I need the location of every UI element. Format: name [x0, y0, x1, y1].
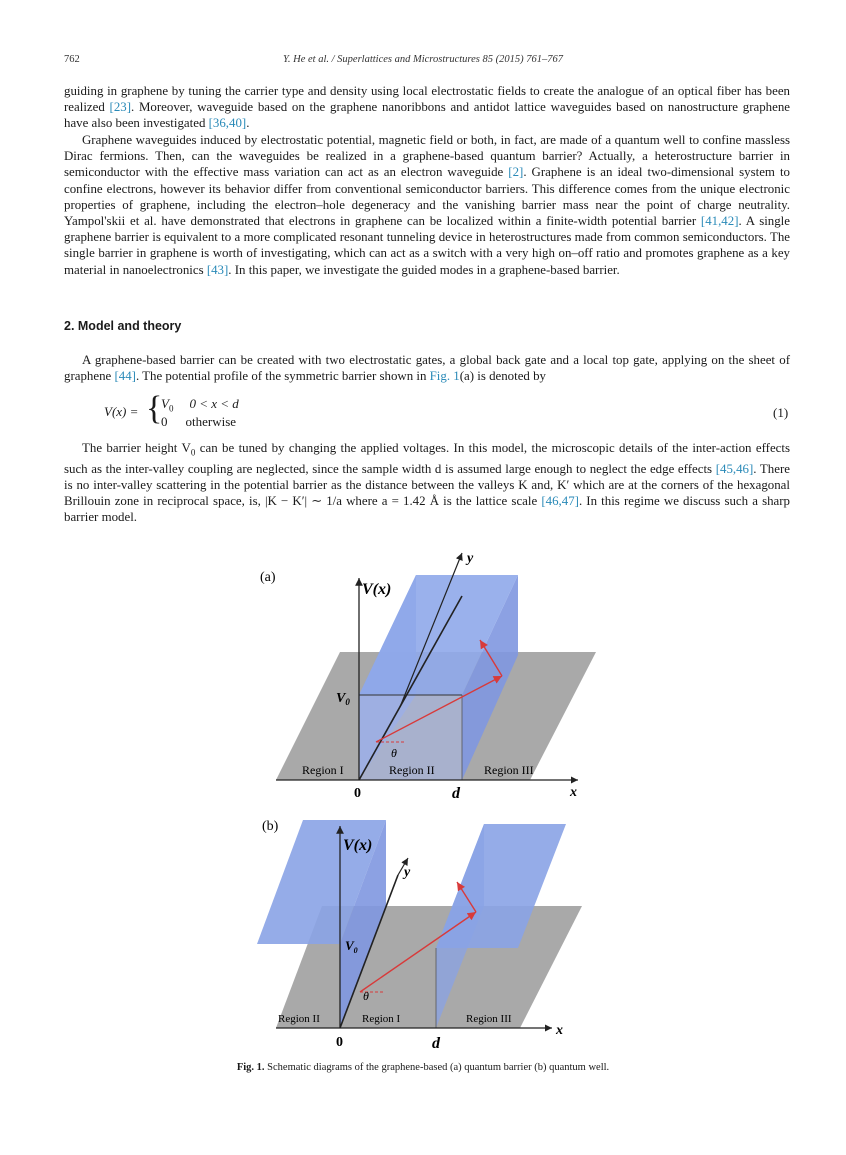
panel-label-b: (b) [262, 819, 279, 834]
v0-label-a: $V_0$ [336, 691, 350, 707]
theta-label-a: θ [391, 746, 397, 760]
region-iii-label-b: Region III [466, 1013, 512, 1025]
x-label-a: x [570, 785, 577, 800]
y-label-b: y [404, 865, 411, 880]
vx-label-b: V(x) [343, 837, 373, 854]
panel-b [257, 819, 582, 1052]
y-label-a: y [467, 551, 474, 566]
citation-link[interactable]: [43] [206, 262, 229, 277]
paragraph-2: Graphene waveguides induced by electrostatic potential, magnetic field or both, in fact, are made of a quantum well to confine massless Dirac fermions. Then, can the waveguides be realized in a graphene-based quantum barrier? Actually, a heterostructure barrier in semiconductor with the effective mass variation can act as an electron waveguide [2]. Graphene is an ideal two-dimensional system to confine electrons, however its behavior differ from conventional semiconductor barriers. This difference comes from the unique electronic properties of graphene, including the electron–hole degeneracy and the vanishing barrier mass near the point of charge neutrality. Yampol'skii et al. have demonstrated that electrons in graphene can be localized within a finite-width potential barrier [41,42]. A single graphene barrier is equivalent to a more complicated resonant tunneling device in heterostructures made from common semiconductors. The single barrier in graphene is worth of investigating, which can act as a switch with a very high on–off ratio and promotes graphene as a key material in nanoelectronics [43]. In this paper, we investigate the guided modes in a graphene-based barrier. [64, 133, 790, 277]
equation-brace: { [146, 390, 163, 427]
citation-link[interactable]: [44] [114, 369, 136, 384]
d-label-b: d [432, 1035, 440, 1052]
running-header: Y. He et al. / Superlattices and Microstructures 85 (2015) 761–767 [283, 54, 563, 65]
origin-label-b: 0 [336, 1035, 343, 1050]
equation-number: (1) [773, 405, 789, 420]
paragraph-4: The barrier height $V_0$ can be tuned by changing the applied voltages. In this model, the microscopic details of the inter-action effects such as the inter-valley coupling are neglected, since the sample width d is assumed large enough to neglect the edge effects [45,46]. There is no inter-valley scattering in the potential barrier as the distance between the valleys K and, K′ which are at the corners of the hexagonal Brillouin zone in reciprocal space, is, |K − K′| ∼ 1/a where a = 1.42 Å is the lattice scale [46,47]. In this regime we discuss such a sharp barrier model. [64, 441, 791, 525]
panel-label-a: (a) [260, 570, 276, 585]
region-ii-label-b: Region II [278, 1013, 320, 1025]
citation-link[interactable]: [2] [508, 165, 524, 180]
citation-link[interactable]: [36,40] [208, 116, 247, 131]
origin-label-a: 0 [354, 786, 361, 801]
equation-lhs: V(x) = [104, 404, 139, 419]
d-label-a: d [452, 785, 460, 802]
page-number: 762 [64, 54, 80, 65]
citation-link[interactable]: [23] [109, 100, 132, 115]
region-i-label-a: Region I [302, 763, 344, 777]
citation-link[interactable]: [46,47] [541, 494, 579, 509]
figure-link[interactable]: Fig. 1 [429, 369, 460, 384]
vx-label-a: V(x) [362, 581, 392, 598]
region-ii-label-a: Region II [389, 763, 435, 777]
section-heading: 2. Model and theory [64, 319, 182, 333]
equation-case-1: $V_0$ 0 < x < d [161, 396, 239, 414]
equation-case-2: 0 otherwise [161, 414, 237, 429]
v0-label-b: $V_0$ [345, 938, 358, 955]
theta-label-b: θ [363, 989, 369, 1003]
citation-link[interactable]: [41,42] [700, 214, 739, 229]
figure-1 [0, 540, 846, 1055]
region-i-label-b: Region I [362, 1013, 401, 1025]
paragraph-1: guiding in graphene by tuning the carrier type and density using local electrostatic fields to create the analogue of an optical fiber has been realized [23]. Moreover, waveguide based on the graphene nanoribbons and antidot lattice waveguides based on nanostructure graphene have also been investigated [36,40]. [64, 84, 791, 131]
citation-link[interactable]: [45,46] [715, 461, 754, 476]
panel-a [260, 551, 596, 802]
x-label-b: x [556, 1023, 563, 1038]
region-iii-label-a: Region III [484, 763, 534, 777]
paragraph-3: A graphene-based barrier can be created with two electrostatic gates, a global back gate and a local top gate, applying on the sheet of graphene [44]. The potential profile of the symmetric barrier shown in Fig. 1(a) is denoted by [64, 353, 790, 384]
figure-caption: Fig. 1. Schematic diagrams of the graphene-based (a) quantum barrier (b) quantum well. [236, 1062, 610, 1073]
